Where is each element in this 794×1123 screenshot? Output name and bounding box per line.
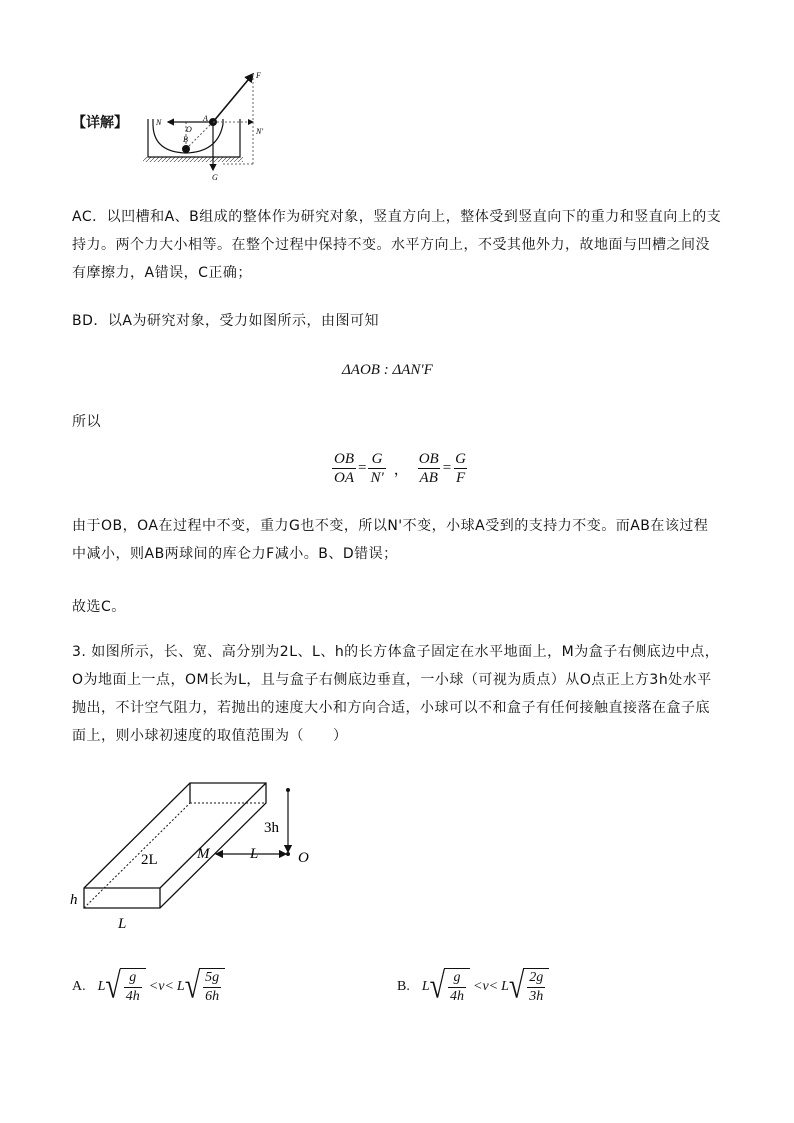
ratio-equation: $\frac{OB}{OA}$ = $\frac{G}{N'}$ ， $\frac{OB}{AB}$ = $\frac{G}{F}$ (334, 451, 467, 486)
label-O: O (186, 125, 192, 134)
option-b[interactable]: B. L √ $\frac{g}{4h}$ <v< L √ $\frac{2g}{3h}$ (397, 968, 549, 1006)
option-a-L1: L (97, 979, 106, 994)
frac3-den: AB (419, 470, 438, 486)
frac1-num: OB (334, 451, 354, 467)
similar-triangles-equation: ΔAOB : ΔAN'F (342, 362, 433, 378)
option-a-L2: L (176, 979, 185, 994)
option-a-g1-num: g (129, 970, 137, 985)
option-a-label: A. (72, 979, 86, 994)
label-2L: 2L (141, 852, 158, 868)
label-L-mid: L (250, 846, 259, 862)
option-a-g2-den: 6h (205, 989, 220, 1004)
question-3: 3. 如图所示，长、宽、高分别为2L、L、h的长方体盒子固定在水平地面上，M为盒子右侧底边中点，O为地面上一点，OM长为L，且与盒子右侧底边垂直，一小球（可视为质点）从O点正上方3h处水平抛出，不计空气阻力，若抛出的速度大小和方向合适，小球可以不和盒子有任何接触直接落在盒子底面上，则小球初速度的取值范围为（ ） (72, 644, 720, 744)
frac1-den: OA (334, 470, 354, 486)
force-diagram (128, 64, 278, 184)
label-L-bottom: L (118, 916, 127, 932)
option-b-g1-num: g (453, 970, 461, 985)
frac2-den: N' (370, 470, 384, 486)
frac4-num: G (455, 451, 467, 467)
label-Nprime: N' (256, 127, 264, 136)
label-B: B (183, 135, 188, 144)
option-b-g2-num: 2g (529, 970, 544, 985)
suoyi-text: 所以 (72, 414, 101, 430)
option-a-g1-den: 4h (125, 989, 140, 1004)
frac3-num: OB (418, 451, 439, 467)
option-b-label: B. (397, 979, 410, 994)
option-a-g2-num: 5g (205, 970, 220, 985)
ratio-sep: ， (393, 462, 409, 478)
option-a-ineq: <v< (148, 979, 174, 994)
option-b-g2-den: 3h (529, 989, 544, 1004)
label-F: F (256, 71, 261, 80)
paragraph-bd: BD．以A为研究对象，受力如图所示，由图可知 (72, 313, 379, 329)
label-N: N (156, 118, 162, 127)
label-3h: 3h (264, 820, 279, 836)
option-b-ineq: <v< (473, 979, 499, 994)
frac2-num: G (371, 451, 383, 467)
label-G: G (212, 173, 218, 182)
paragraph-choose: 故选C。 (72, 599, 126, 615)
frac4-den: F (456, 470, 466, 486)
option-b-L1: L (421, 979, 430, 994)
label-A: A (203, 114, 208, 123)
option-a[interactable]: A. L √ $\frac{g}{4h}$ <v< L √ $\frac{5g}{6h}$ (72, 968, 225, 1006)
option-b-g1-den: 4h (450, 989, 465, 1004)
label-M: M (197, 846, 210, 862)
label-h: h (70, 892, 78, 908)
detail-label: 【详解】 (72, 115, 128, 131)
label-O2: O (298, 850, 309, 866)
box-diagram (66, 778, 326, 938)
paragraph-since: 由于OB，OA在过程中不变，重力G也不变，所以N'不变，小球A受到的支持力不变。而AB在该过程中减小，则AB两球间的库仑力F减小。B、D错误； (72, 518, 709, 562)
option-b-L2: L (501, 979, 509, 994)
paragraph-ac: AC．以凹槽和A、B组成的整体作为研究对象，竖直方向上，整体受到竖直向下的重力和竖直向上的支持力。两个力大小相等。在整个过程中保持不变。水平方向上，不受其他外力，故地面与凹槽之间没有摩擦力，A错误，C正确； (72, 209, 722, 281)
